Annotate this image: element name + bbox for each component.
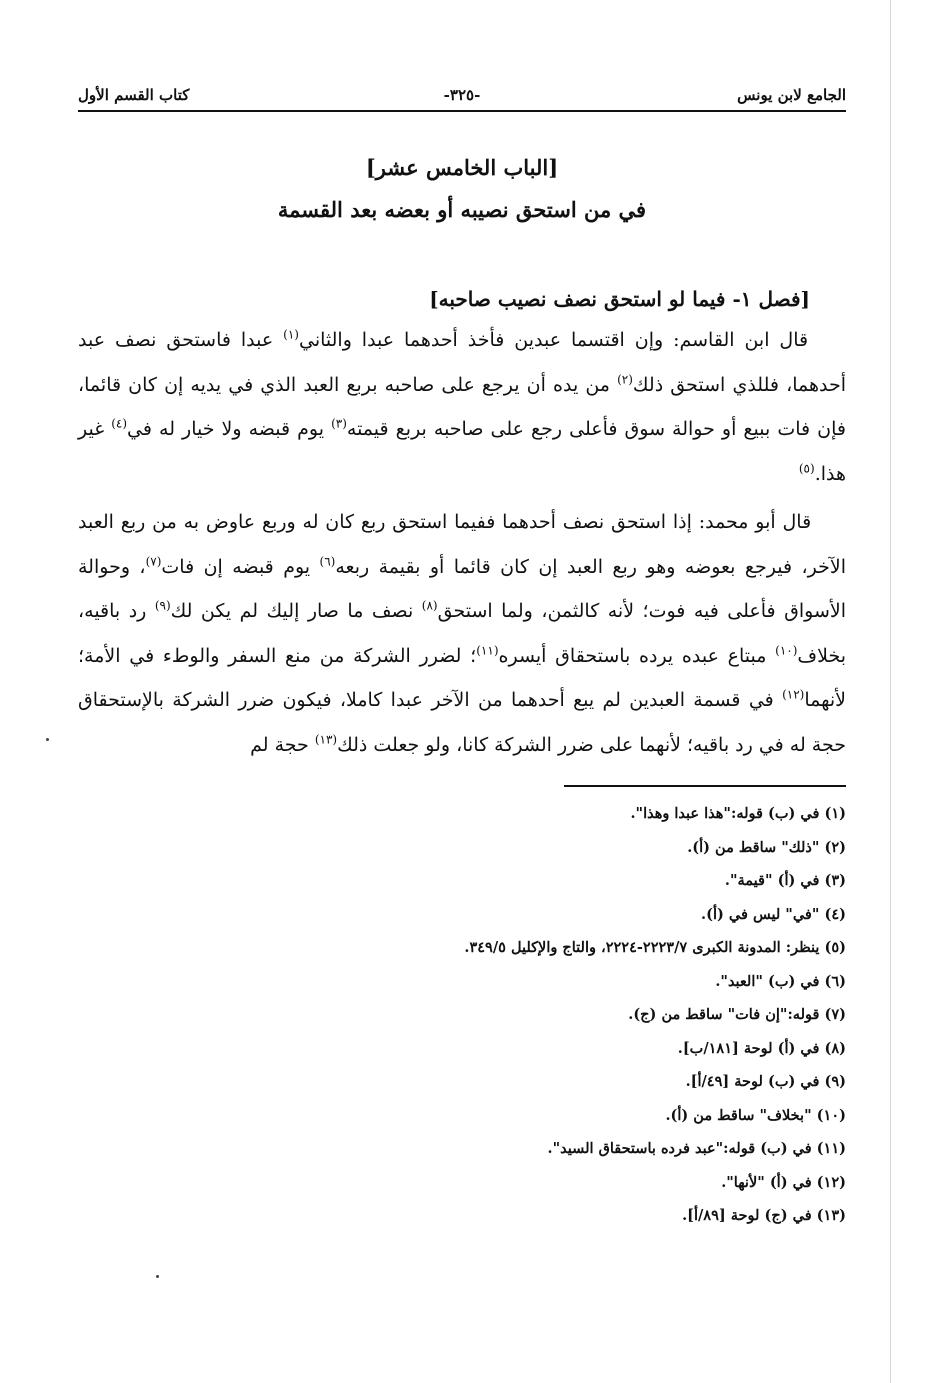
chapter-title: [الباب الخامس عشر] [365,155,559,180]
paragraph-text: رد باقيه، بخلاف [78,600,846,667]
footnote-ref: (٢) [617,372,633,387]
footnote-ref: (١١) [476,643,499,658]
page-number: -٣٢٥- [443,86,481,104]
footnote-1: (١) في (ب) قوله:"هذا عبدا وهذا". [630,805,846,822]
paragraph-text: قال ابن القاسم: وإن اقتسما عبدين فأخذ أحدهما عبدا والثاني [298,329,809,351]
footnotes [78,797,846,1233]
footnote-3: (٣) في (أ) "قيمة". [724,872,846,889]
footnote-6: (٦) في (ب) "العبد". [715,972,846,990]
paragraph-text: مبتاع عبده يرده باستحقاق أيسره [498,644,776,667]
paragraph-text: قال أبو محمد: إذا استحق نصف أحدهما ففيما استحق ربع كان له وربع عاوض به من ربع العبد الآخر، فيرجع بعوضه وهو ربع العبد إن كان قائما أو بقيمة ربعه [78,511,846,578]
paragraph-text: عبدا فاستحق نصف عبد أحدهما، فللذي استحق ذلك [78,329,846,396]
section-name: كتاب القسم الأول [78,86,190,104]
footnote-ref: (١) [283,327,299,342]
section-title: [فصل ١- فيما لو استحق نصف نصيب صاحبه] [429,287,810,311]
footnote-ref: (١٣) [314,732,338,747]
running-header [78,84,846,112]
footnote-12: (١٢) في (أ) "لأنها". [721,1173,846,1191]
paragraph-text: في قسمة العبدين لم يبع أحدهما من الآخر عبدا كاملا، فيكون ضرر الشركة بالإستحقاق حجة له في رد باقيه؛ لأنهما على ضرر الشركة كانا، ولو جعلت ذلك [78,689,846,756]
footnote-ref: (٣) [331,416,347,431]
footnote-2: (٢) "ذلك" ساقط من (أ). [687,838,846,856]
footnote-ref: (٧) [145,554,162,569]
footnote-4: (٤) "في" ليس في (أ). [701,905,846,923]
footnote-10: (١٠) "بخلاف" ساقط من (أ). [665,1106,846,1124]
footnote-13: (١٣) في (ج) لوحة [٨٩/أ]. [682,1207,846,1224]
chapter-heading [78,148,846,232]
footnote-ref: (٩) [154,598,171,613]
footnote-ref: (١٢) [782,687,805,702]
paragraph-text: حجة لم [250,733,315,756]
paragraph-text: نصف ما صار إليك لم يكن لك [170,600,422,622]
paragraph-text: ، وحوالة الأسواق فأعلى فيه فوت؛ لأنه كالثمن، ولما استحق [78,555,846,622]
scan-edge-line [890,0,891,1383]
scan-speck [46,738,49,741]
paragraph-text: يوم قبضه ولا خيار له في [127,418,332,440]
paragraph-text: غير هذا. [78,418,846,485]
footnote-9: (٩) في (ب) لوحة [٤٩/أ]. [685,1073,846,1090]
chapter-subtitle: في من استحق نصيبه أو بعضه بعد القسمة [277,197,647,222]
footnote-ref: (٦) [319,554,336,569]
paragraph-text: ؛ لضرر الشركة من منع السفر والوطء في الأمة؛ لأنهما [78,644,846,711]
paragraph-text: من يده أن يرجع على صاحبه بربع العبد الذي في يديه إن كان قائما، فإن فات ببيع أو حوالة سوق فأعلى رجع على صاحبه بربع قيمته [78,373,846,440]
book-title: الجامع لابن يونس [737,86,846,104]
footnote-5: (٥) ينظر: المدونة الكبرى ٢٢٢٣/٧-٢٢٢٤، والتاج والإكليل ٣٤٩/٥. [464,939,846,956]
footnote-8: (٨) في (أ) لوحة [١٨١/ب]. [677,1039,846,1057]
footnote-ref: (٤) [111,416,128,431]
body-paragraph-2 [78,500,846,767]
scan-speck [156,1275,159,1278]
footnote-ref: (٥) [798,461,815,476]
footnote-ref: (٨) [421,598,438,613]
footnote-separator [564,785,846,787]
footnote-11: (١١) في (ب) قوله:"عبد فرده باستحقاق السيد". [547,1140,846,1157]
footnote-ref: (١٠) [775,643,798,658]
paragraph-text: يوم قبضه إن فات [161,555,320,578]
footnote-7: (٧) قوله:"إن فات" ساقط من (ج). [628,1006,846,1023]
body-paragraph-1 [78,318,846,496]
book-page [78,84,846,1233]
